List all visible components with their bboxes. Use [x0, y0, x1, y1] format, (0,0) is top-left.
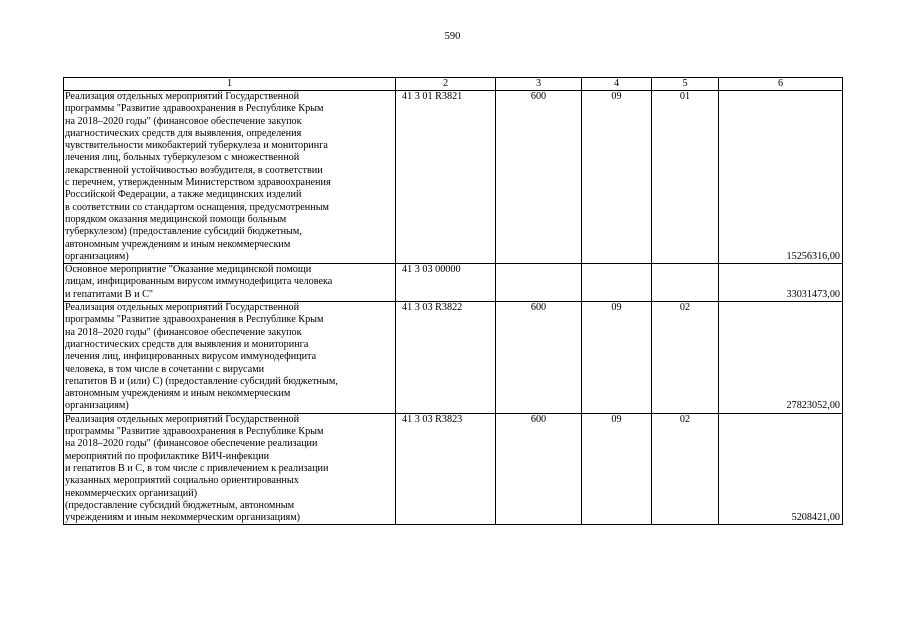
row-col4: 09: [582, 302, 652, 414]
row-col3: [496, 264, 582, 302]
row-col3: 600: [496, 413, 582, 525]
header-cell-2: 2: [396, 78, 496, 91]
budget-table: [63, 77, 843, 525]
row-col3: 600: [496, 302, 582, 414]
row-code: 41 3 01 R3821: [396, 91, 496, 264]
row-amount: 15256316,00: [719, 91, 843, 264]
row-code: 41 3 03 R3823: [396, 413, 496, 525]
row-description: Основное мероприятие "Оказание медицинской помощи лицам, инфицированным вирусом иммунодефицита человека и гепатитами В и С": [64, 264, 396, 302]
table-row: [64, 302, 843, 414]
row-amount: 5208421,00: [719, 413, 843, 525]
table-row: [64, 264, 843, 302]
page-number: 590: [444, 31, 461, 42]
row-col5: 02: [652, 413, 719, 525]
header-cell-3: 3: [496, 78, 582, 91]
row-col4: [582, 264, 652, 302]
row-description: Реализация отдельных мероприятий Государственной программы "Развитие здравоохранения в Республике Крым на 2018–2020 годы" (финансовое обеспечение реализации мероприятий по профилактике ВИЧ-инфекции и гепатитов В и С, в том числе с привлечением к реализации указанных мероприятий социально ориентированных некоммерческих организаций) (предоставление субсидий бюджетным, автономным учреждениям и иным некоммерческим организациям): [64, 413, 396, 525]
table-row: [64, 91, 843, 264]
row-col5: 02: [652, 302, 719, 414]
header-cell-1: 1: [64, 78, 396, 91]
row-col3: 600: [496, 91, 582, 264]
row-amount: 27823052,00: [719, 302, 843, 414]
row-code: 41 3 03 R3822: [396, 302, 496, 414]
row-col4: 09: [582, 91, 652, 264]
row-col5: [652, 264, 719, 302]
row-amount: 33031473,00: [719, 264, 843, 302]
row-col5: 01: [652, 91, 719, 264]
row-description: Реализация отдельных мероприятий Государственной программы "Развитие здравоохранения в Республике Крым на 2018–2020 годы" (финансовое обеспечение закупок диагностических средств для выявления, определения чувствительности микобактерий туберкулеза и мониторинга лечения лиц, больных туберкулезом с множественной лекарственной устойчивостью возбудителя, в соответствии с перечнем, утвержденным Министерством здравоохранения Российской Федерации, а также медицинских изделий в соответствии со стандартом оснащения, предусмотренным порядком оказания медицинской помощи больным туберкулезом) (предоставление субсидий бюджетным, автономным учреждениям и иным некоммерческим организациям): [64, 91, 396, 264]
row-description: Реализация отдельных мероприятий Государственной программы "Развитие здравоохранения в Республике Крым на 2018–2020 годы" (финансовое обеспечение закупок диагностических средств для выявления и мониторинга лечения лиц, инфицированных вирусом иммунодефицита человека, в том числе в сочетании с вирусами гепатитов В и (или) С) (предоставление субсидий бюджетным, автономным учреждениям и иным некоммерческим организациям): [64, 302, 396, 414]
row-code: 41 3 03 00000: [396, 264, 496, 302]
row-col4: 09: [582, 413, 652, 525]
header-cell-5: 5: [652, 78, 719, 91]
table-header-row: [64, 78, 843, 91]
header-cell-6: 6: [719, 78, 843, 91]
header-cell-4: 4: [582, 78, 652, 91]
table-row: [64, 413, 843, 525]
